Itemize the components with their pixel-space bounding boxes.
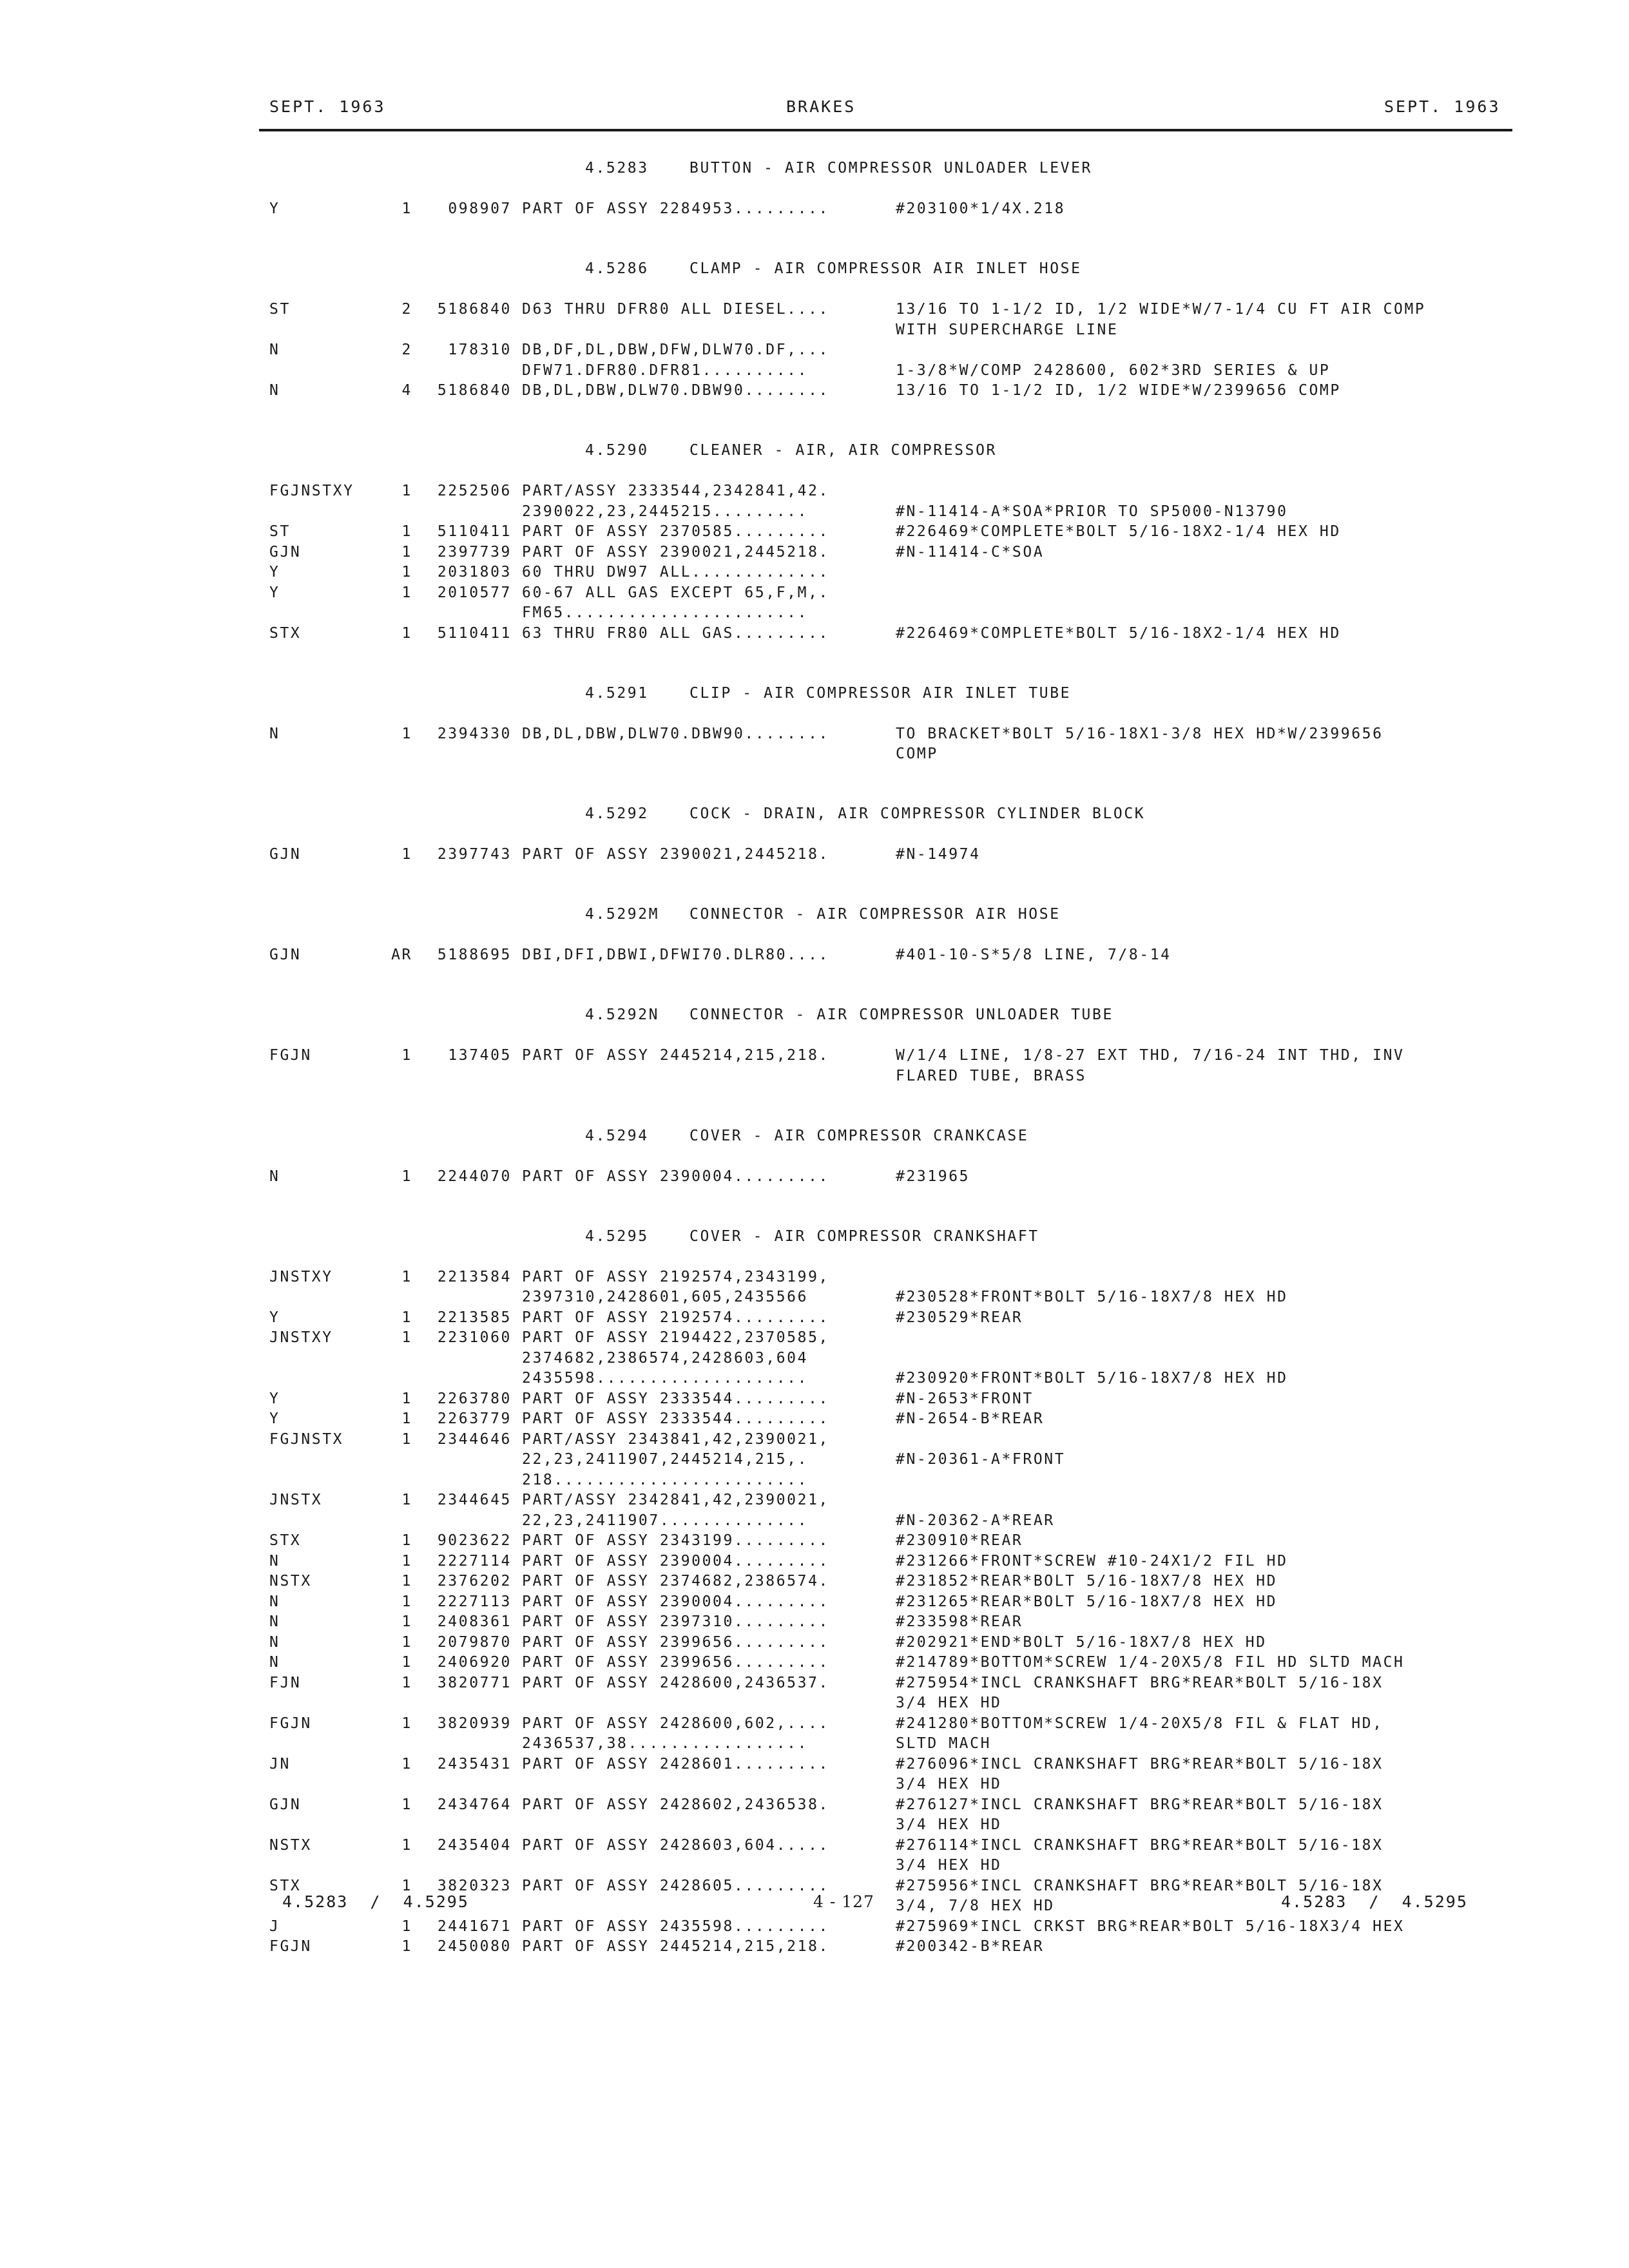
section-heading xyxy=(0,259,1629,279)
section-number: 4.5286 xyxy=(585,260,649,277)
usage-description: PART OF ASSY 2284953......... xyxy=(522,200,829,217)
part-row xyxy=(0,562,1629,582)
usage-description: PART OF ASSY 2428600,2436537. xyxy=(522,1674,829,1691)
part-row xyxy=(0,1167,1629,1187)
part-number: 3820771 xyxy=(437,1674,512,1691)
models-code: N xyxy=(269,1593,280,1610)
usage-description: PART OF ASSY 2194422,2370585, xyxy=(522,1329,829,1346)
section-title: COCK - DRAIN, AIR COMPRESSOR CYLINDER BLOCK xyxy=(689,805,1146,822)
part-number: 5110411 xyxy=(437,523,512,540)
quantity: 2 xyxy=(401,301,412,318)
remarks: #230528*FRONT*BOLT 5/16-18X7/8 HEX HD xyxy=(896,1289,1288,1305)
remarks: FLARED TUBE, BRASS xyxy=(896,1067,1087,1084)
models-code: FGJN xyxy=(269,1047,312,1064)
part-row xyxy=(0,1836,1629,1856)
remarks: #230529*REAR xyxy=(896,1309,1023,1326)
models-code: Y xyxy=(269,564,280,581)
part-row xyxy=(0,1470,1629,1490)
models-code: NSTX xyxy=(269,1573,312,1590)
remarks: 1-3/8*W/COMP 2428600, 602*3RD SERIES & UP xyxy=(896,361,1331,379)
quantity: 1 xyxy=(401,1492,412,1508)
models-code: N xyxy=(269,1613,280,1630)
part-row xyxy=(0,1066,1629,1086)
part-row xyxy=(0,945,1629,965)
part-row xyxy=(0,1389,1629,1409)
section-title: CLIP - AIR COMPRESSOR AIR INLET TUBE xyxy=(689,684,1072,702)
remarks: #231852*REAR*BOLT 5/16-18X7/8 HEX HD xyxy=(896,1573,1278,1590)
part-row xyxy=(0,1734,1629,1754)
remarks: #231265*REAR*BOLT 5/16-18X7/8 HEX HD xyxy=(896,1593,1278,1610)
part-row xyxy=(0,603,1629,623)
usage-description: 2435598.................... xyxy=(522,1370,809,1387)
remarks: 3/4 HEX HD xyxy=(896,1695,1002,1711)
part-row xyxy=(0,1552,1629,1571)
remarks: COMP xyxy=(896,745,938,762)
usage-description: PART OF ASSY 2390021,2445218. xyxy=(522,543,829,561)
remarks: #230910*REAR xyxy=(896,1532,1023,1549)
remarks: 3/4 HEX HD xyxy=(896,1776,1002,1792)
usage-description: PART OF ASSY 2390004......... xyxy=(522,1593,829,1610)
usage-description: PART OF ASSY 2428600,602,.... xyxy=(522,1715,829,1732)
remarks: 3/4 HEX HD xyxy=(896,1816,1002,1833)
models-code: N xyxy=(269,341,280,358)
usage-description: DBI,DFI,DBWI,DFWI70.DLR80.... xyxy=(522,947,829,963)
section-number: 4.5292N xyxy=(585,1006,660,1023)
part-row xyxy=(0,1592,1629,1612)
quantity: 1 xyxy=(401,1329,412,1346)
remarks: 13/16 TO 1-1/2 ID, 1/2 WIDE*W/7-1/4 CU FT AIR COMP xyxy=(896,301,1426,318)
models-code: FGJNSTX xyxy=(269,1430,344,1448)
section-title: COVER - AIR COMPRESSOR CRANKCASE xyxy=(689,1127,1029,1144)
usage-description: PART OF ASSY 2428602,2436538. xyxy=(522,1796,829,1813)
remarks: #231266*FRONT*SCREW #10-24X1/2 FIL HD xyxy=(896,1552,1288,1570)
remarks: #226469*COMPLETE*BOLT 5/16-18X2-1/4 HEX HD xyxy=(896,624,1341,642)
quantity: 1 xyxy=(401,1633,412,1651)
part-number: 2227114 xyxy=(437,1552,512,1570)
remarks: #241280*BOTTOM*SCREW 1/4-20X5/8 FIL & FLAT HD, xyxy=(896,1715,1383,1732)
footer-range-left: 4.5283 / 4.5295 xyxy=(282,1892,469,1911)
models-code: GJN xyxy=(269,846,302,863)
part-number: 2263779 xyxy=(437,1410,512,1427)
remarks: #230920*FRONT*BOLT 5/16-18X7/8 HEX HD xyxy=(896,1370,1288,1387)
models-code: N xyxy=(269,1654,280,1671)
quantity: AR xyxy=(391,947,412,963)
section-number: 4.5295 xyxy=(585,1227,649,1245)
part-number: 2213585 xyxy=(437,1309,512,1326)
models-code: Y xyxy=(269,1309,280,1326)
part-number: 2031803 xyxy=(437,564,512,581)
part-number: 2010577 xyxy=(437,584,512,601)
part-row xyxy=(0,1653,1629,1673)
section-number: 4.5292 xyxy=(585,805,649,822)
usage-description: PART/ASSY 2343841,42,2390021, xyxy=(522,1430,829,1448)
section-heading xyxy=(0,1227,1629,1247)
models-code: FGJNSTXY xyxy=(269,483,354,499)
remarks: TO BRACKET*BOLT 5/16-18X1-3/8 HEX HD*W/2399656 xyxy=(896,725,1383,742)
remarks: #233598*REAR xyxy=(896,1613,1023,1630)
section-heading xyxy=(0,1126,1629,1146)
remarks: 13/16 TO 1-1/2 ID, 1/2 WIDE*W/2399656 COMP xyxy=(896,382,1341,399)
models-code: ST xyxy=(269,301,291,318)
part-row xyxy=(0,1349,1629,1369)
quantity: 1 xyxy=(401,1573,412,1590)
section-number: 4.5292M xyxy=(585,906,660,923)
part-row xyxy=(0,1328,1629,1348)
models-code: GJN xyxy=(269,1796,302,1813)
models-code: STX xyxy=(269,1532,302,1549)
usage-description: 218........................ xyxy=(522,1471,809,1488)
quantity: 1 xyxy=(401,1613,412,1630)
models-code: N xyxy=(269,1633,280,1651)
remarks: WITH SUPERCHARGE LINE xyxy=(896,321,1119,338)
section-number: 4.5283 xyxy=(585,160,649,177)
remarks: #N-11414-C*SOA xyxy=(896,543,1045,561)
part-row xyxy=(0,1856,1629,1876)
usage-description: PART OF ASSY 2397310......... xyxy=(522,1613,829,1630)
usage-description: PART OF ASSY 2399656......... xyxy=(522,1633,829,1651)
part-row xyxy=(0,1714,1629,1734)
section-title: CONNECTOR - AIR COMPRESSOR UNLOADER TUBE xyxy=(689,1006,1113,1023)
remarks: #N-2654-B*REAR xyxy=(896,1410,1045,1427)
section-heading xyxy=(0,905,1629,925)
header-section-title: BRAKES xyxy=(786,97,856,116)
quantity: 1 xyxy=(401,1715,412,1732)
section-number: 4.5294 xyxy=(585,1127,649,1144)
section-number: 4.5290 xyxy=(585,442,649,459)
part-row xyxy=(0,320,1629,340)
models-code: STX xyxy=(269,1877,302,1894)
header-date-left: SEPT. 1963 xyxy=(269,97,386,116)
quantity: 1 xyxy=(401,1917,412,1935)
models-code: N xyxy=(269,725,280,742)
part-row xyxy=(0,1774,1629,1794)
part-number: 5186840 xyxy=(437,301,512,318)
quantity: 1 xyxy=(401,1796,412,1813)
part-row xyxy=(0,300,1629,320)
section-heading xyxy=(0,1005,1629,1025)
usage-description: PART OF ASSY 2192574......... xyxy=(522,1309,829,1326)
remarks: #203100*1/4X.218 xyxy=(896,200,1066,217)
part-number: 2435404 xyxy=(437,1836,512,1854)
part-number: 2434764 xyxy=(437,1796,512,1813)
usage-description: PART/ASSY 2333544,2342841,42. xyxy=(522,483,829,499)
quantity: 1 xyxy=(401,543,412,561)
usage-description: FM65....................... xyxy=(522,604,809,621)
part-number: 5110411 xyxy=(437,624,512,642)
footer-page-number: 4 - 127 xyxy=(813,1892,874,1911)
usage-description: PART OF ASSY 2428603,604..... xyxy=(522,1836,829,1854)
quantity: 1 xyxy=(401,200,412,217)
part-number: 2252506 xyxy=(437,483,512,499)
part-number: 5188695 xyxy=(437,947,512,963)
part-row xyxy=(0,381,1629,401)
quantity: 1 xyxy=(401,1410,412,1427)
usage-description: 2390022,23,2445215......... xyxy=(522,503,809,520)
remarks: #N-14974 xyxy=(896,846,981,863)
usage-description: PART OF ASSY 2445214,215,218. xyxy=(522,1047,829,1064)
usage-description: PART OF ASSY 2445214,215,218. xyxy=(522,1938,829,1955)
part-number: 2213584 xyxy=(437,1268,512,1285)
models-code: FJN xyxy=(269,1674,302,1691)
usage-description: 2397310,2428601,605,2435566 xyxy=(522,1289,809,1305)
part-number: 2397743 xyxy=(437,846,512,863)
quantity: 4 xyxy=(401,382,412,399)
quantity: 1 xyxy=(401,584,412,601)
part-row xyxy=(0,624,1629,644)
usage-description: DB,DL,DBW,DLW70.DBW90........ xyxy=(522,382,829,399)
part-row xyxy=(0,1612,1629,1632)
part-number: 2263780 xyxy=(437,1390,512,1407)
part-row xyxy=(0,1267,1629,1287)
models-code: GJN xyxy=(269,947,302,963)
usage-description: PART OF ASSY 2390004......... xyxy=(522,1552,829,1570)
usage-description: PART OF ASSY 2333544......... xyxy=(522,1410,829,1427)
quantity: 1 xyxy=(401,1532,412,1549)
models-code: J xyxy=(269,1917,280,1935)
part-number: 2344645 xyxy=(437,1492,512,1508)
part-number: 2450080 xyxy=(437,1938,512,1955)
remarks: 3/4 HEX HD xyxy=(896,1857,1002,1874)
section-title: CLEANER - AIR, AIR COMPRESSOR xyxy=(689,442,997,459)
remarks: #276114*INCL CRANKSHAFT BRG*REAR*BOLT 5/16-18X xyxy=(896,1836,1383,1854)
models-code: JN xyxy=(269,1755,291,1773)
models-code: FGJN xyxy=(269,1715,312,1732)
usage-description: PART OF ASSY 2390021,2445218. xyxy=(522,846,829,863)
models-code: Y xyxy=(269,1390,280,1407)
section-heading xyxy=(0,804,1629,824)
models-code: FGJN xyxy=(269,1938,312,1955)
part-number: 2397739 xyxy=(437,543,512,561)
part-row xyxy=(0,583,1629,603)
usage-description: PART OF ASSY 2399656......... xyxy=(522,1654,829,1671)
usage-description: PART OF ASSY 2333544......... xyxy=(522,1390,829,1407)
quantity: 1 xyxy=(401,1047,412,1064)
part-number: 2079870 xyxy=(437,1633,512,1651)
usage-description: DB,DL,DBW,DLW70.DBW90........ xyxy=(522,725,829,742)
section-number: 4.5291 xyxy=(585,684,649,702)
quantity: 1 xyxy=(401,523,412,540)
part-row xyxy=(0,1369,1629,1389)
part-row xyxy=(0,1917,1629,1937)
remarks: #231965 xyxy=(896,1168,970,1185)
part-row xyxy=(0,1795,1629,1815)
quantity: 1 xyxy=(401,1430,412,1448)
remarks: #N-2653*FRONT xyxy=(896,1390,1034,1407)
remarks: W/1/4 LINE, 1/8-27 EXT THD, 7/16-24 INT THD, INV xyxy=(896,1047,1405,1064)
part-row xyxy=(0,340,1629,360)
remarks: #275969*INCL CRKST BRG*REAR*BOLT 5/16-18X3/4 HEX xyxy=(896,1917,1405,1935)
part-row xyxy=(0,1815,1629,1835)
part-number: 2394330 xyxy=(437,725,512,742)
quantity: 1 xyxy=(401,1755,412,1773)
remarks: #276096*INCL CRANKSHAFT BRG*REAR*BOLT 5/16-18X xyxy=(896,1755,1383,1773)
usage-description: PART OF ASSY 2428605......... xyxy=(522,1877,829,1894)
section-title: CONNECTOR - AIR COMPRESSOR AIR HOSE xyxy=(689,906,1061,923)
part-row xyxy=(0,1511,1629,1531)
part-number: 2376202 xyxy=(437,1573,512,1590)
models-code: Y xyxy=(269,584,280,601)
quantity: 2 xyxy=(401,341,412,358)
part-row xyxy=(0,845,1629,865)
usage-description: 2436537,38................. xyxy=(522,1735,809,1752)
remarks: #276127*INCL CRANKSHAFT BRG*REAR*BOLT 5/16-18X xyxy=(896,1796,1383,1813)
part-row xyxy=(0,543,1629,562)
part-row xyxy=(0,1937,1629,1957)
part-row xyxy=(0,1673,1629,1693)
usage-description: D63 THRU DFR80 ALL DIESEL.... xyxy=(522,301,829,318)
remarks: #202921*END*BOLT 5/16-18X7/8 HEX HD xyxy=(896,1633,1267,1651)
models-code: N xyxy=(269,1168,280,1185)
section-title: CLAMP - AIR COMPRESSOR AIR INLET HOSE xyxy=(689,260,1082,277)
part-row xyxy=(0,1308,1629,1328)
usage-description: PART OF ASSY 2428601......... xyxy=(522,1755,829,1773)
quantity: 1 xyxy=(401,1593,412,1610)
part-number: 098907 xyxy=(448,200,512,217)
quantity: 1 xyxy=(401,1938,412,1955)
part-number: 178310 xyxy=(448,341,512,358)
part-number: 2344646 xyxy=(437,1430,512,1448)
remarks: #N-11414-A*SOA*PRIOR TO SP5000-N13790 xyxy=(896,503,1288,520)
part-number: 3820939 xyxy=(437,1715,512,1732)
usage-description: PART OF ASSY 2390004......... xyxy=(522,1168,829,1185)
part-row xyxy=(0,1409,1629,1429)
usage-description: 22,23,2411907.............. xyxy=(522,1512,809,1529)
footer-range-right: 4.5283 / 4.5295 xyxy=(1281,1892,1468,1911)
remarks: 3/4, 7/8 HEX HD xyxy=(896,1898,1055,1914)
models-code: N xyxy=(269,1552,280,1570)
quantity: 1 xyxy=(401,1268,412,1285)
section-heading xyxy=(0,684,1629,704)
part-row xyxy=(0,522,1629,542)
quantity: 1 xyxy=(401,1552,412,1570)
usage-description: 2374682,2386574,2428603,604 xyxy=(522,1349,809,1367)
quantity: 1 xyxy=(401,1168,412,1185)
quantity: 1 xyxy=(401,1390,412,1407)
remarks: #275956*INCL CRANKSHAFT BRG*REAR*BOLT 5/16-18X xyxy=(896,1877,1383,1894)
part-row xyxy=(0,724,1629,744)
part-row xyxy=(0,1531,1629,1551)
remarks: #N-20362-A*REAR xyxy=(896,1512,1055,1529)
section-heading xyxy=(0,159,1629,178)
models-code: JNSTX xyxy=(269,1492,323,1508)
usage-description: 63 THRU FR80 ALL GAS......... xyxy=(522,624,829,642)
quantity: 1 xyxy=(401,1654,412,1671)
part-row xyxy=(0,1490,1629,1510)
usage-description: DFW71.DFR80.DFR81.......... xyxy=(522,361,809,379)
usage-description: DB,DF,DL,DBW,DFW,DLW70.DF,... xyxy=(522,341,829,358)
part-number: 2435431 xyxy=(437,1755,512,1773)
remarks: #N-20361-A*FRONT xyxy=(896,1451,1066,1468)
part-number: 2441671 xyxy=(437,1917,512,1935)
quantity: 1 xyxy=(401,624,412,642)
models-code: NSTX xyxy=(269,1836,312,1854)
part-row xyxy=(0,1450,1629,1470)
models-code: JNSTXY xyxy=(269,1329,333,1346)
part-row xyxy=(0,1571,1629,1591)
header-date-right: SEPT. 1963 xyxy=(1384,97,1501,116)
quantity: 1 xyxy=(401,1309,412,1326)
part-row xyxy=(0,1046,1629,1066)
part-row xyxy=(0,199,1629,219)
remarks: #401-10-S*5/8 LINE, 7/8-14 xyxy=(896,947,1171,963)
quantity: 1 xyxy=(401,483,412,499)
part-row xyxy=(0,502,1629,522)
remarks: #275954*INCL CRANKSHAFT BRG*REAR*BOLT 5/16-18X xyxy=(896,1674,1383,1691)
part-number: 5186840 xyxy=(437,382,512,399)
part-row xyxy=(0,481,1629,501)
quantity: 1 xyxy=(401,846,412,863)
models-code: Y xyxy=(269,200,280,217)
remarks: #200342-B*REAR xyxy=(896,1938,1045,1955)
quantity: 1 xyxy=(401,1674,412,1691)
models-code: N xyxy=(269,382,280,399)
part-number: 2231060 xyxy=(437,1329,512,1346)
usage-description: 22,23,2411907,2445214,215,. xyxy=(522,1451,809,1468)
models-code: ST xyxy=(269,523,291,540)
quantity: 1 xyxy=(401,564,412,581)
usage-description: PART OF ASSY 2435598......... xyxy=(522,1917,829,1935)
remarks: #214789*BOTTOM*SCREW 1/4-20X5/8 FIL HD SLTD MACH xyxy=(896,1654,1405,1671)
part-number: 2227113 xyxy=(437,1593,512,1610)
models-code: JNSTXY xyxy=(269,1268,333,1285)
part-number: 2408361 xyxy=(437,1613,512,1630)
part-number: 2406920 xyxy=(437,1654,512,1671)
part-number: 3820323 xyxy=(437,1877,512,1894)
section-title: BUTTON - AIR COMPRESSOR UNLOADER LEVER xyxy=(689,160,1092,177)
part-row xyxy=(0,1693,1629,1713)
part-row xyxy=(0,1430,1629,1450)
quantity: 1 xyxy=(401,1877,412,1894)
models-code: STX xyxy=(269,624,302,642)
usage-description: PART OF ASSY 2370585......... xyxy=(522,523,829,540)
usage-description: PART OF ASSY 2192574,2343199, xyxy=(522,1268,829,1285)
part-number: 2244070 xyxy=(437,1168,512,1185)
part-number: 137405 xyxy=(448,1047,512,1064)
usage-description: PART OF ASSY 2343199......... xyxy=(522,1532,829,1549)
part-row xyxy=(0,361,1629,381)
remarks: #226469*COMPLETE*BOLT 5/16-18X2-1/4 HEX HD xyxy=(896,523,1341,540)
quantity: 1 xyxy=(401,725,412,742)
usage-description: 60 THRU DW97 ALL............. xyxy=(522,564,829,581)
section-heading xyxy=(0,441,1629,461)
models-code: GJN xyxy=(269,543,302,561)
usage-description: PART OF ASSY 2374682,2386574. xyxy=(522,1573,829,1590)
part-number: 9023622 xyxy=(437,1532,512,1549)
quantity: 1 xyxy=(401,1836,412,1854)
usage-description: PART/ASSY 2342841,42,2390021, xyxy=(522,1492,829,1508)
remarks: SLTD MACH xyxy=(896,1735,992,1752)
section-title: COVER - AIR COMPRESSOR CRANKSHAFT xyxy=(689,1227,1039,1245)
part-row xyxy=(0,744,1629,764)
part-row xyxy=(0,1633,1629,1653)
part-row xyxy=(0,1754,1629,1774)
models-code: Y xyxy=(269,1410,280,1427)
usage-description: 60-67 ALL GAS EXCEPT 65,F,M,. xyxy=(522,584,829,601)
part-row xyxy=(0,1287,1629,1307)
